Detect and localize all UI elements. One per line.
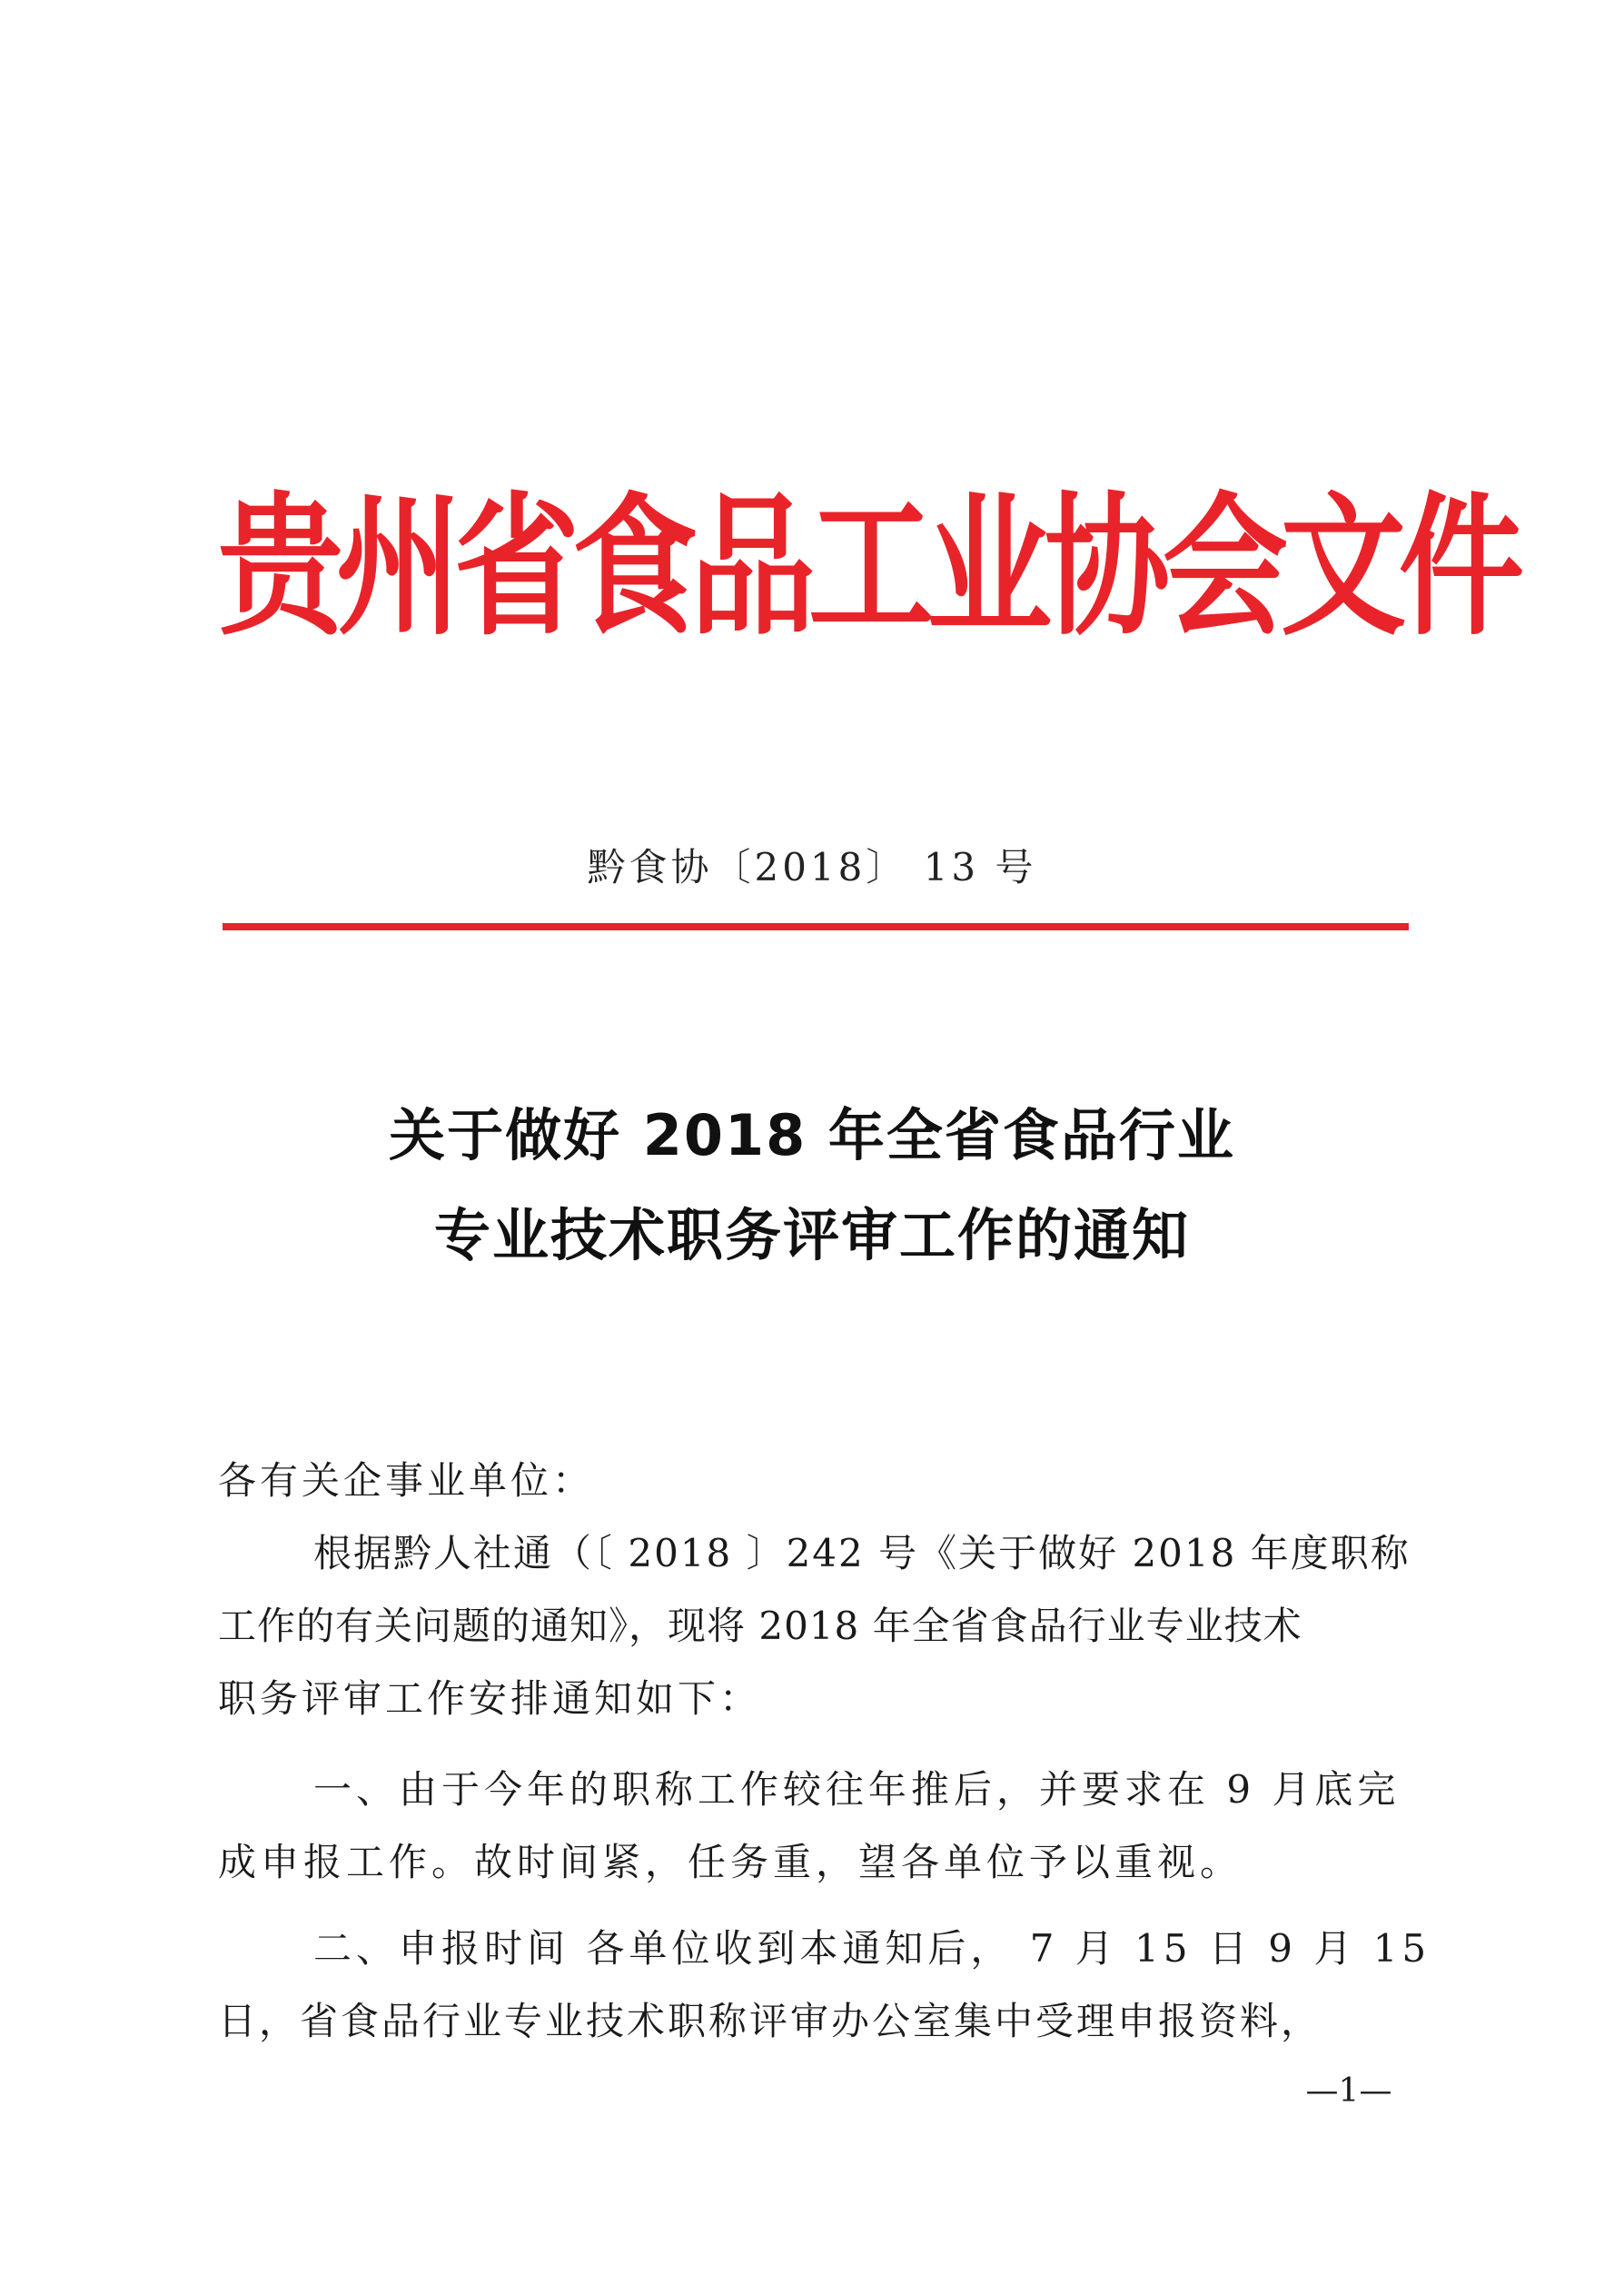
paragraph-line: 工作的有关问题的通知》，现将 2018 年全省食品行业专业技术 <box>218 1604 1302 1648</box>
paragraph-line: 根据黔人社通（〔 2018 〕242 号《关于做好 2018 年度职称 <box>313 1531 1411 1575</box>
red-divider-line <box>223 923 1409 930</box>
paragraph-line: 二、申报时间 各单位收到本通知后， 7 月 15 日 9 月 15 <box>313 1926 1431 1971</box>
paragraph-line: 职务评审工作安排通知如下： <box>218 1676 762 1721</box>
notice-title-line-1: 关于做好 2018 年全省食品行业 <box>389 1102 1235 1168</box>
paragraph-line: 日，省食品行业专业技术职称评审办公室集中受理申报资料， <box>218 1999 1322 2043</box>
page-number: —1— <box>1305 2072 1392 2110</box>
paragraph-line: 成申报工作。故时间紧，任务重，望各单位予以重视。 <box>218 1840 1243 1884</box>
document-masthead: 贵州省食品工业协会文件 <box>218 478 1518 657</box>
notice-title-line-2: 专业技术职务评审工作的通知 <box>433 1202 1190 1268</box>
salutation: 各有关企事业单位： <box>218 1458 595 1503</box>
document-number: 黔食协〔2018〕 13 号 <box>587 845 1037 889</box>
paragraph-line: 一、由于今年的职称工作较往年推后，并要求在 9 月底完 <box>313 1767 1401 1812</box>
